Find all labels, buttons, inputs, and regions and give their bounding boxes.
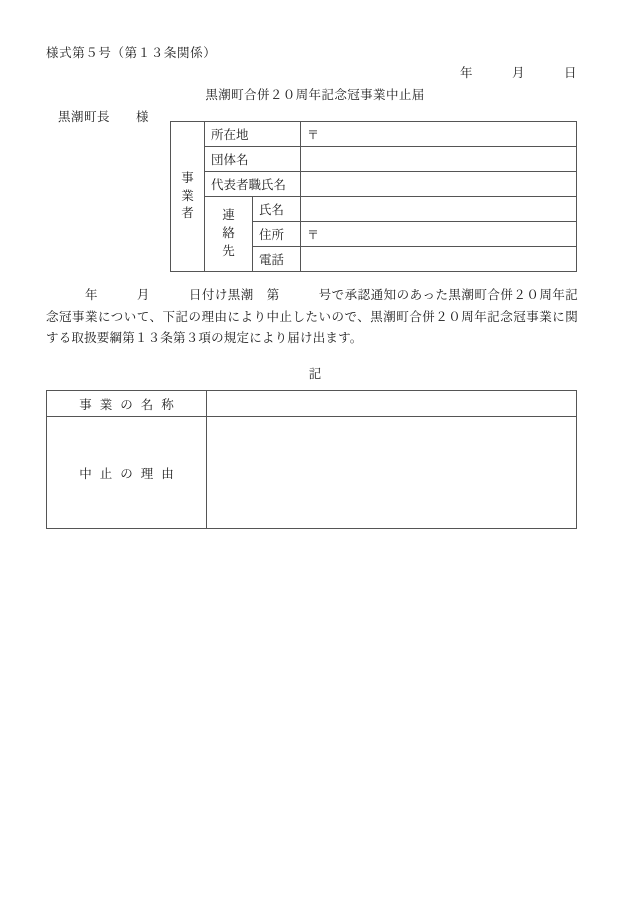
value-contact-phone[interactable] [301, 247, 577, 272]
body-paragraph: 年 月 日付け黒潮 第 号で承認通知のあった黒潮町合併２０周年記念冠事業について、下記の理由により中止したいので、黒潮町合併２０周年記念冠事業に関する取扱要綱第１３条第３項の規定により届け出ます。 [46, 288, 578, 345]
value-contact-name[interactable] [301, 197, 577, 222]
applicant-table [170, 121, 577, 272]
value-cancel-reason[interactable] [207, 417, 577, 529]
label-organization: 団体名 [205, 147, 301, 172]
label-representative: 代表者職氏名 [205, 172, 301, 197]
value-contact-address[interactable]: 〒 [301, 222, 577, 247]
table-row [171, 122, 577, 147]
table-row [47, 417, 577, 529]
label-cancel-reason: 中止の理由 [47, 417, 207, 529]
value-organization[interactable] [301, 147, 577, 172]
label-contact-name: 氏名 [253, 197, 301, 222]
value-location[interactable]: 〒 [301, 122, 577, 147]
table-row [171, 172, 577, 197]
document-title: 黒潮町合併２０周年記念冠事業中止届 [205, 88, 425, 102]
table-row [47, 391, 577, 417]
date-line: 年 月 日 [459, 66, 577, 80]
detail-table [46, 390, 577, 529]
form-number: 様式第５号（第１３条関係） [46, 46, 217, 60]
label-contact-address: 住所 [253, 222, 301, 247]
value-project-name[interactable] [207, 391, 577, 417]
table-row [171, 197, 577, 222]
value-representative[interactable] [301, 172, 577, 197]
table-row [171, 147, 577, 172]
label-location: 所在地 [205, 122, 301, 147]
applicant-group-label: 事 業 者 [171, 122, 205, 272]
contact-group-label: 連 絡 先 [205, 197, 253, 272]
addressee: 黒潮町長 様 [58, 110, 150, 124]
label-project-name: 事業の名称 [47, 391, 207, 417]
label-contact-phone: 電話 [253, 247, 301, 272]
ki-marker: 記 [308, 367, 322, 381]
